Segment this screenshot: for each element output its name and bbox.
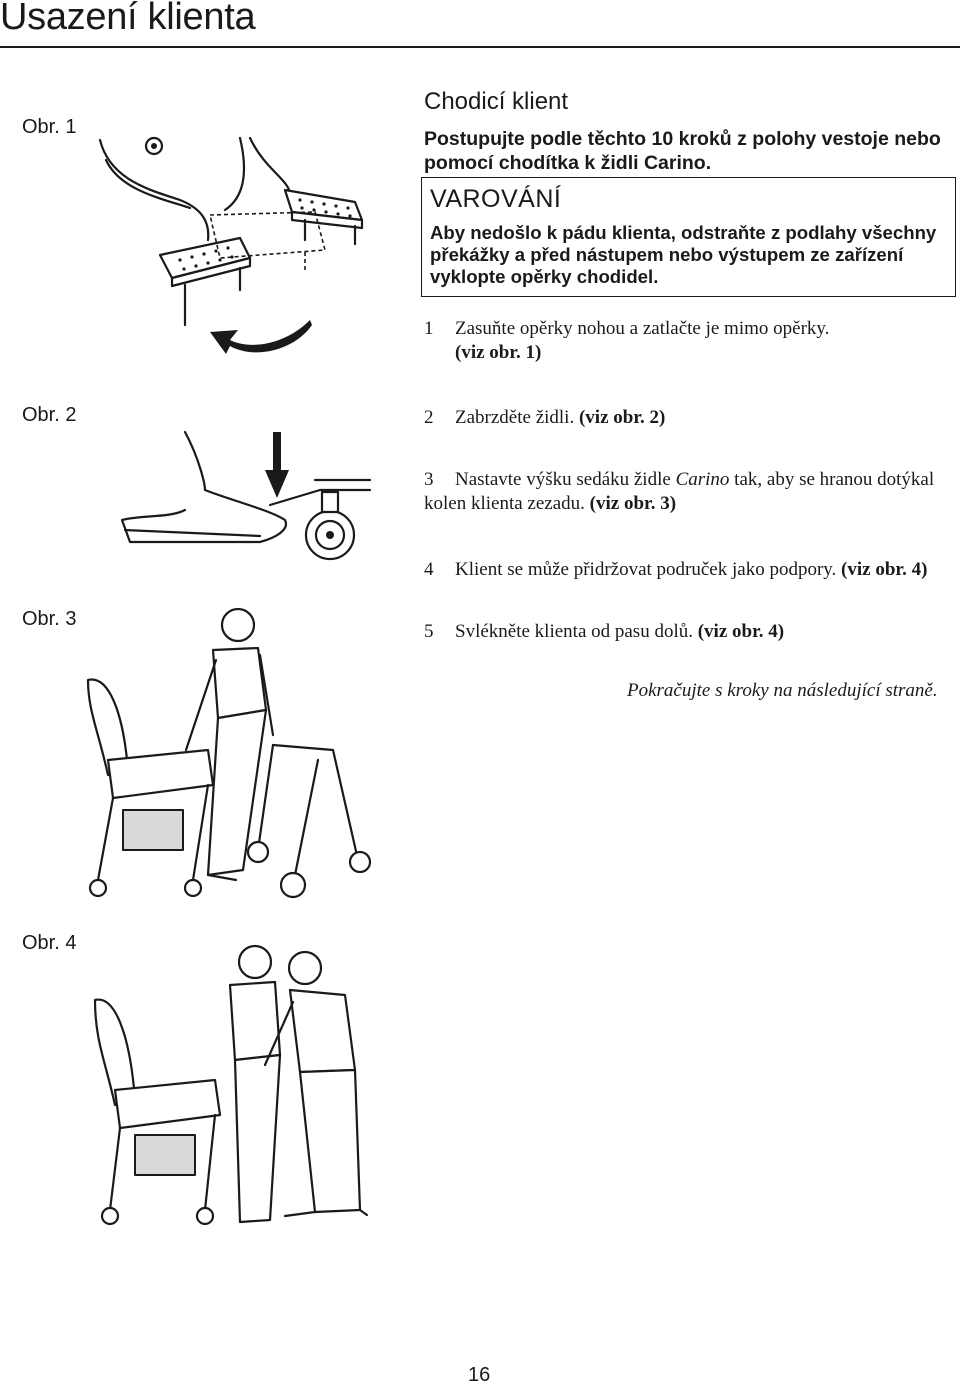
step-ref: (viz obr. 2): [578, 407, 666, 428]
warning-text: Aby nedošlo k pádu klienta, odstraňte z podlahy všechny překážky a před nástupem nebo výstupem ze zařízení vyklopte opěrky chodidel.: [430, 222, 937, 287]
title-divider: [0, 46, 960, 48]
step-text: Nastavte výšku sedáku židle: [455, 469, 676, 490]
step-ref: (viz obr. 4): [697, 621, 785, 642]
page-number: 16: [468, 1364, 491, 1386]
step-3: [424, 468, 960, 516]
warning-title: VAROVÁNÍ: [430, 185, 562, 213]
step-2: [424, 406, 960, 430]
step-5: [424, 620, 960, 644]
figure-label-1: Obr. 1: [22, 116, 77, 138]
step-number: 4: [424, 559, 434, 580]
step-number: 5: [424, 621, 434, 642]
step-ref: (viz obr. 1): [455, 342, 542, 363]
step-text: Zasuňte opěrky nohou a zatlačte je mimo opěrky.: [455, 318, 830, 339]
figure-label-3: Obr. 3: [22, 608, 77, 630]
footrest-illustration: [90, 120, 370, 360]
caregiver-assist-illustration: [75, 940, 385, 1230]
step-ref: (viz obr. 4): [841, 559, 928, 580]
figure-label-4: Obr. 4: [22, 932, 77, 954]
product-name: Carino: [675, 469, 730, 490]
step-4: [424, 558, 960, 582]
step-text: Svlékněte klienta od pasu dolů.: [455, 621, 693, 642]
step-text: Zabrzděte židli.: [455, 407, 575, 428]
figure-label-2: Obr. 2: [22, 404, 77, 426]
step-text-cont: tak, aby se hranou dotýkal kolen klienta zezadu.: [424, 469, 935, 514]
step-text: Klient se může přidržovat područek jako podpory.: [455, 559, 837, 580]
continue-note: Pokračujte s kroky na následující straně.: [627, 680, 938, 701]
step-1: [424, 317, 960, 365]
client-with-walker-illustration: [68, 600, 388, 900]
brake-foot-illustration: [110, 430, 380, 580]
step-ref: (viz obr. 3): [589, 493, 677, 514]
step-number: 3: [424, 469, 434, 490]
intro-text: Postupujte podle těchto 10 kroků z polohy vestoje nebo pomocí chodítka k židli Carino.: [424, 128, 941, 174]
section-title: Chodicí klient: [424, 88, 569, 115]
step-number: 2: [424, 407, 434, 428]
page-title: Usazení klienta: [0, 0, 256, 38]
step-number: 1: [424, 318, 434, 339]
